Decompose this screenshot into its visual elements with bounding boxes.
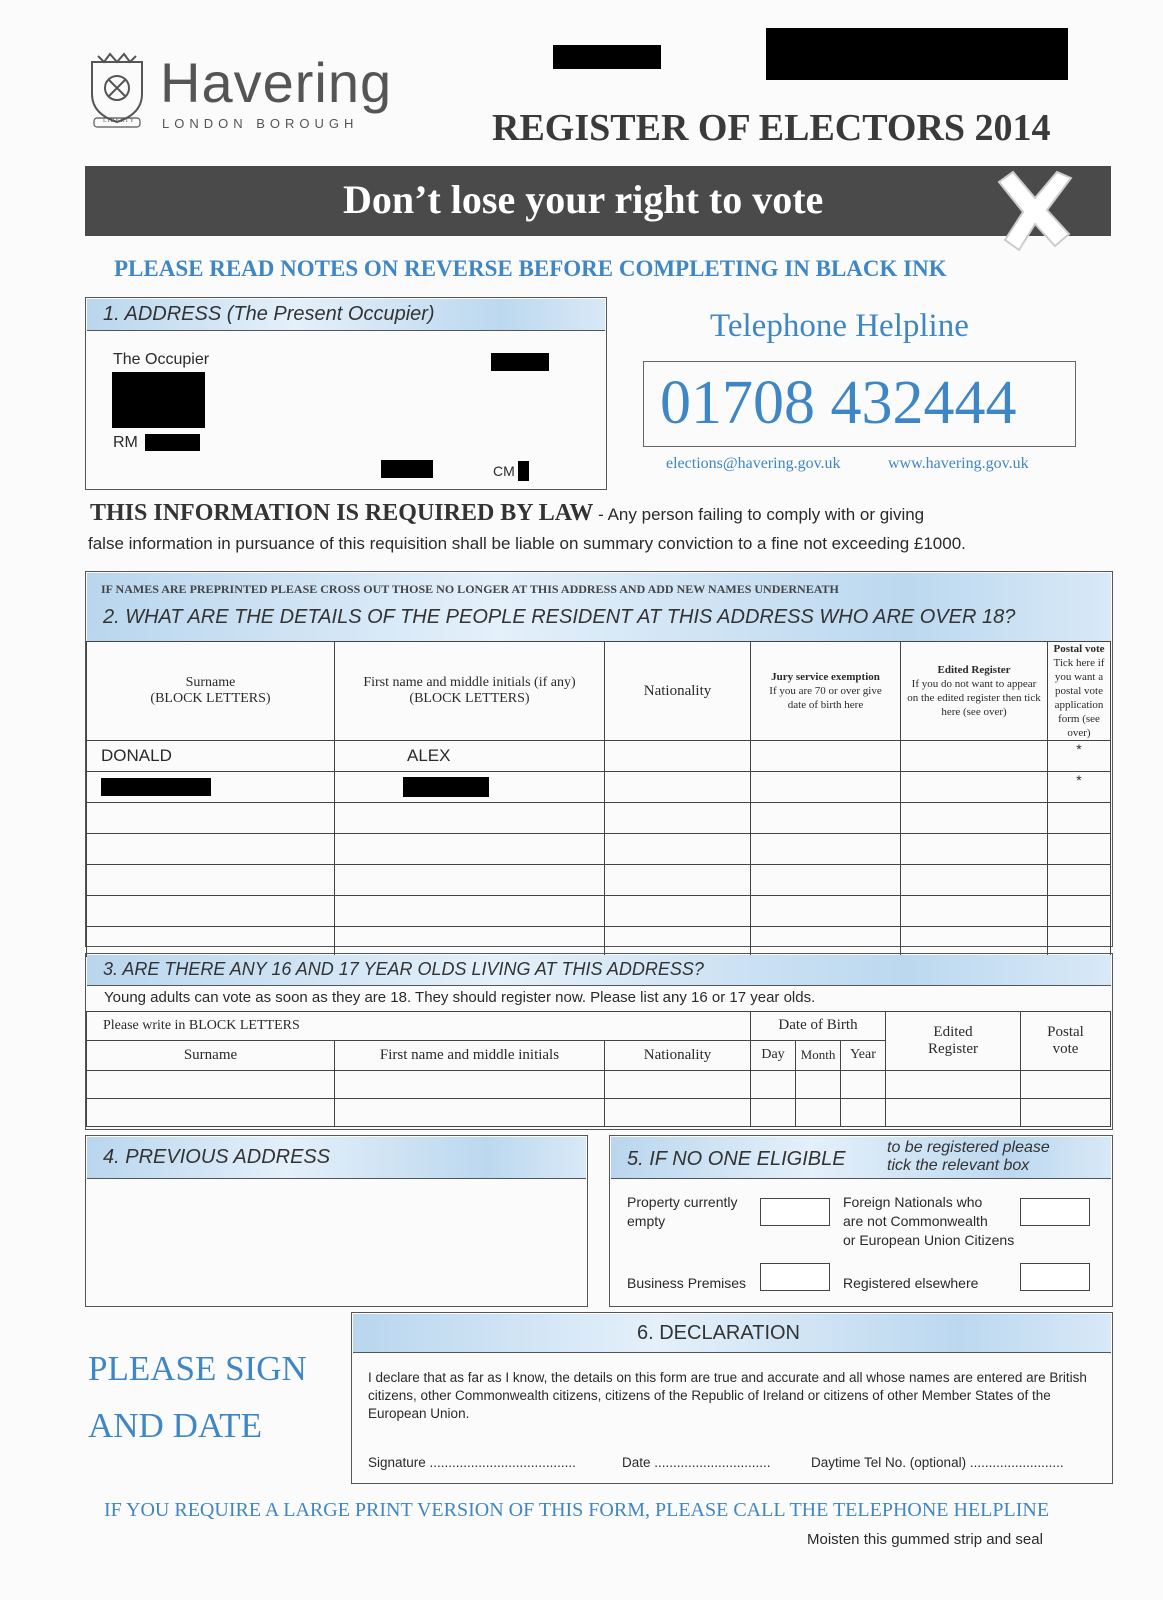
row-jury[interactable]: [751, 772, 901, 803]
block-letters-note: Please write in BLOCK LETTERS: [87, 1012, 751, 1040]
cell[interactable]: [1048, 896, 1111, 927]
section5-note1: to be registered please: [887, 1139, 1050, 1156]
col-day: Day: [751, 1040, 796, 1070]
opt-registered-elsewhere: Registered elsewhere: [843, 1275, 979, 1291]
cell[interactable]: [901, 896, 1048, 927]
cell[interactable]: [87, 927, 335, 957]
checkbox-property-empty[interactable]: [760, 1198, 830, 1226]
cell[interactable]: [751, 865, 901, 896]
dob-header: Date of Birth: [751, 1012, 886, 1040]
date-field[interactable]: Date ...............................: [622, 1455, 771, 1470]
row-nationality[interactable]: [605, 772, 751, 803]
law-notice: [90, 500, 1150, 527]
cell[interactable]: [751, 834, 901, 865]
cell[interactable]: [1048, 865, 1111, 896]
opt-business-premises: Business Premises: [627, 1275, 747, 1291]
cm-prefix: CM: [493, 463, 515, 479]
large-print-note: IF YOU REQUIRE A LARGE PRINT VERSION OF THIS FORM, PLEASE CALL THE TELEPHONE HELPLINE: [104, 1499, 1050, 1521]
law-line2: false information in pursuance of this requisition shall be liable on summary conviction to a fine not exceeding £1000.: [88, 534, 966, 553]
cell[interactable]: [841, 1070, 886, 1098]
edited-header: Edited Register: [886, 1012, 1021, 1070]
col-month: Month: [796, 1040, 841, 1070]
sign-prompt-2: AND DATE: [88, 1406, 263, 1445]
cell[interactable]: [751, 1098, 796, 1126]
address-header: [87, 299, 605, 331]
cell[interactable]: [751, 1070, 796, 1098]
cell[interactable]: [87, 865, 335, 896]
col-postal: [1048, 642, 1111, 741]
section5-header: [611, 1137, 1111, 1179]
cell[interactable]: [605, 927, 751, 957]
cell[interactable]: [796, 1070, 841, 1098]
section4-header: [87, 1137, 586, 1179]
cell[interactable]: [605, 896, 751, 927]
row-jury[interactable]: [751, 741, 901, 772]
young-adults-table: [86, 1012, 1111, 1127]
col-surname: Surname (BLOCK LETTERS): [87, 642, 335, 741]
row-postal[interactable]: *: [1048, 741, 1111, 772]
cell[interactable]: [87, 896, 335, 927]
row-nationality[interactable]: [605, 741, 751, 772]
cell[interactable]: [886, 1098, 1021, 1126]
table-row: [87, 803, 1111, 834]
cell[interactable]: [841, 1098, 886, 1126]
helpline-email[interactable]: elections@havering.gov.uk: [666, 455, 841, 472]
cell[interactable]: [335, 865, 605, 896]
council-name: Havering: [160, 51, 393, 114]
ink-instruction: PLEASE READ NOTES ON REVERSE BEFORE COMPLETING IN BLACK INK: [114, 256, 947, 281]
section2-heading: 2. WHAT ARE THE DETAILS OF THE PEOPLE RESIDENT AT THIS ADDRESS WHO ARE OVER 18?: [103, 606, 1016, 628]
section3-header: [87, 955, 1111, 986]
redaction-top-2: [766, 28, 1068, 80]
col-edited-body: If you do not want to appear on the edited register then tick here (see over): [907, 678, 1041, 718]
cell[interactable]: [335, 803, 605, 834]
section6-heading: 6. DECLARATION: [637, 1322, 800, 1344]
col-surname-3: Surname: [87, 1040, 335, 1070]
col-postal-body: Tick here if you want a postal vote application form (see over): [1053, 657, 1105, 739]
col-jury-body: If you are 70 or over give date of birth here: [769, 685, 882, 711]
redaction-postcode: [145, 434, 200, 451]
cross-mark-icon: [991, 168, 1081, 254]
cell[interactable]: [751, 803, 901, 834]
cell[interactable]: [87, 1098, 335, 1126]
cell[interactable]: [605, 1070, 751, 1098]
col-postal-title: Postal vote: [1053, 643, 1105, 655]
opt-property-empty: Property currently empty: [627, 1194, 738, 1229]
section2-note: IF NAMES ARE PREPRINTED PLEASE CROSS OUT THOSE NO LONGER AT THIS ADDRESS AND ADD NEW NAMES UNDERNEATH: [101, 582, 839, 596]
table-row: [87, 741, 1111, 772]
cell[interactable]: [87, 803, 335, 834]
section5-note2: tick the relevant box: [887, 1157, 1030, 1174]
cell[interactable]: [87, 1070, 335, 1098]
table-row: [87, 927, 1111, 957]
table-row: [87, 772, 1111, 803]
council-subtitle: LONDON BOROUGH: [162, 116, 359, 131]
banner-text: Don’t lose your right to vote: [343, 177, 824, 222]
helpline-website[interactable]: www.havering.gov.uk: [888, 455, 1029, 472]
row-first-name[interactable]: ALEX: [335, 741, 605, 772]
cell[interactable]: [605, 865, 751, 896]
cell[interactable]: [886, 1070, 1021, 1098]
col-jury: [751, 642, 901, 741]
seal-note: Moisten this gummed strip and seal: [807, 1531, 1043, 1548]
cell[interactable]: [605, 1098, 751, 1126]
opt-foreign-nationals: Foreign Nationals who are not Commonwealth or European Union Citizens: [843, 1194, 1015, 1248]
cell[interactable]: [87, 834, 335, 865]
address-line1: The Occupier: [113, 351, 210, 368]
col-year: Year: [841, 1040, 886, 1070]
residents-table: [86, 641, 1111, 957]
table-row: [87, 834, 1111, 865]
row-edited[interactable]: [901, 772, 1048, 803]
cell[interactable]: [751, 896, 901, 927]
helpline-label: Telephone Helpline: [710, 308, 969, 344]
helpline-number-box: [643, 361, 1076, 447]
postcode-prefix: RM: [113, 434, 138, 451]
cell[interactable]: [605, 834, 751, 865]
cell[interactable]: [335, 1098, 605, 1126]
cell[interactable]: [1021, 1098, 1111, 1126]
law-bold: THIS INFORMATION IS REQUIRED BY LAW: [90, 500, 594, 526]
redaction-addr-3: [381, 460, 433, 478]
row-surname[interactable]: DONALD: [87, 741, 335, 772]
section3-subtext: Young adults can vote as soon as they are 18. They should register now. Please list any 16 or 17 year olds.: [86, 989, 1111, 1012]
redaction-addr-1: [491, 353, 549, 371]
checkbox-foreign-nationals[interactable]: [1020, 1198, 1090, 1226]
redaction-addr-2: [112, 372, 205, 428]
col-jury-title: Jury service exemption: [771, 671, 880, 683]
cell[interactable]: [335, 834, 605, 865]
col-nationality: Nationality: [605, 642, 751, 741]
declaration-text: I declare that as far as I know, the details on this form are true and accurate and all whose names are entered are British citizens, other Commonwealth citizens, citizens of the Republic of Ireland or citizens of other Member States of the European Union.: [368, 1370, 1087, 1421]
table-row: [87, 896, 1111, 927]
redaction-cm: [518, 461, 529, 481]
cell[interactable]: [796, 1098, 841, 1126]
postal-header: Postal vote: [1021, 1012, 1111, 1070]
table-row: [87, 1070, 1111, 1098]
col-first-3: First name and middle initials: [335, 1040, 605, 1070]
col-edited: [901, 642, 1048, 741]
cell[interactable]: [335, 896, 605, 927]
sign-prompt-1: PLEASE SIGN: [88, 1349, 307, 1388]
crest-logo: [84, 52, 150, 128]
row-postal[interactable]: *: [1048, 772, 1111, 803]
cell[interactable]: [1048, 927, 1111, 957]
row-first-name[interactable]: [335, 772, 605, 803]
cell[interactable]: [1048, 803, 1111, 834]
table-row: [87, 1098, 1111, 1126]
helpline-number: 01708 432444: [660, 369, 1017, 437]
row-edited[interactable]: [901, 741, 1048, 772]
cell[interactable]: [1048, 834, 1111, 865]
cell[interactable]: [605, 803, 751, 834]
signature-field[interactable]: Signature .......................................: [368, 1455, 576, 1470]
cell[interactable]: [901, 927, 1048, 957]
section4-heading: 4. PREVIOUS ADDRESS: [103, 1146, 331, 1168]
checkbox-business-premises[interactable]: [760, 1263, 830, 1291]
form-title: REGISTER OF ELECTORS 2014: [492, 107, 1051, 149]
vote-banner: [85, 166, 1111, 236]
cell[interactable]: [901, 865, 1048, 896]
crest-motto: LIBERTY: [103, 118, 135, 124]
law-line1: - Any person failing to comply with or giving: [593, 505, 925, 524]
cell[interactable]: [901, 834, 1048, 865]
row-surname[interactable]: [87, 772, 335, 803]
table-row: [87, 865, 1111, 896]
daytime-tel-field[interactable]: Daytime Tel No. (optional) .........................: [811, 1455, 1064, 1470]
col-first-name: First name and middle initials (if any) (BLOCK LETTERS): [335, 642, 605, 741]
cell[interactable]: [335, 1070, 605, 1098]
cell[interactable]: [901, 803, 1048, 834]
col-nationality-3: Nationality: [605, 1040, 751, 1070]
cell[interactable]: [751, 927, 901, 957]
section3-heading: 3. ARE THERE ANY 16 AND 17 YEAR OLDS LIVING AT THIS ADDRESS?: [103, 959, 704, 979]
section6-header: [353, 1314, 1111, 1353]
section5-heading: 5. IF NO ONE ELIGIBLE: [627, 1148, 846, 1170]
cell[interactable]: [1021, 1070, 1111, 1098]
address-heading: 1. ADDRESS (The Present Occupier): [103, 303, 435, 325]
section2-header: [87, 573, 1111, 642]
redaction-top-1: [553, 45, 661, 69]
col-edited-title: Edited Register: [937, 664, 1011, 676]
checkbox-registered-elsewhere[interactable]: [1020, 1263, 1090, 1291]
cell[interactable]: [335, 927, 605, 957]
